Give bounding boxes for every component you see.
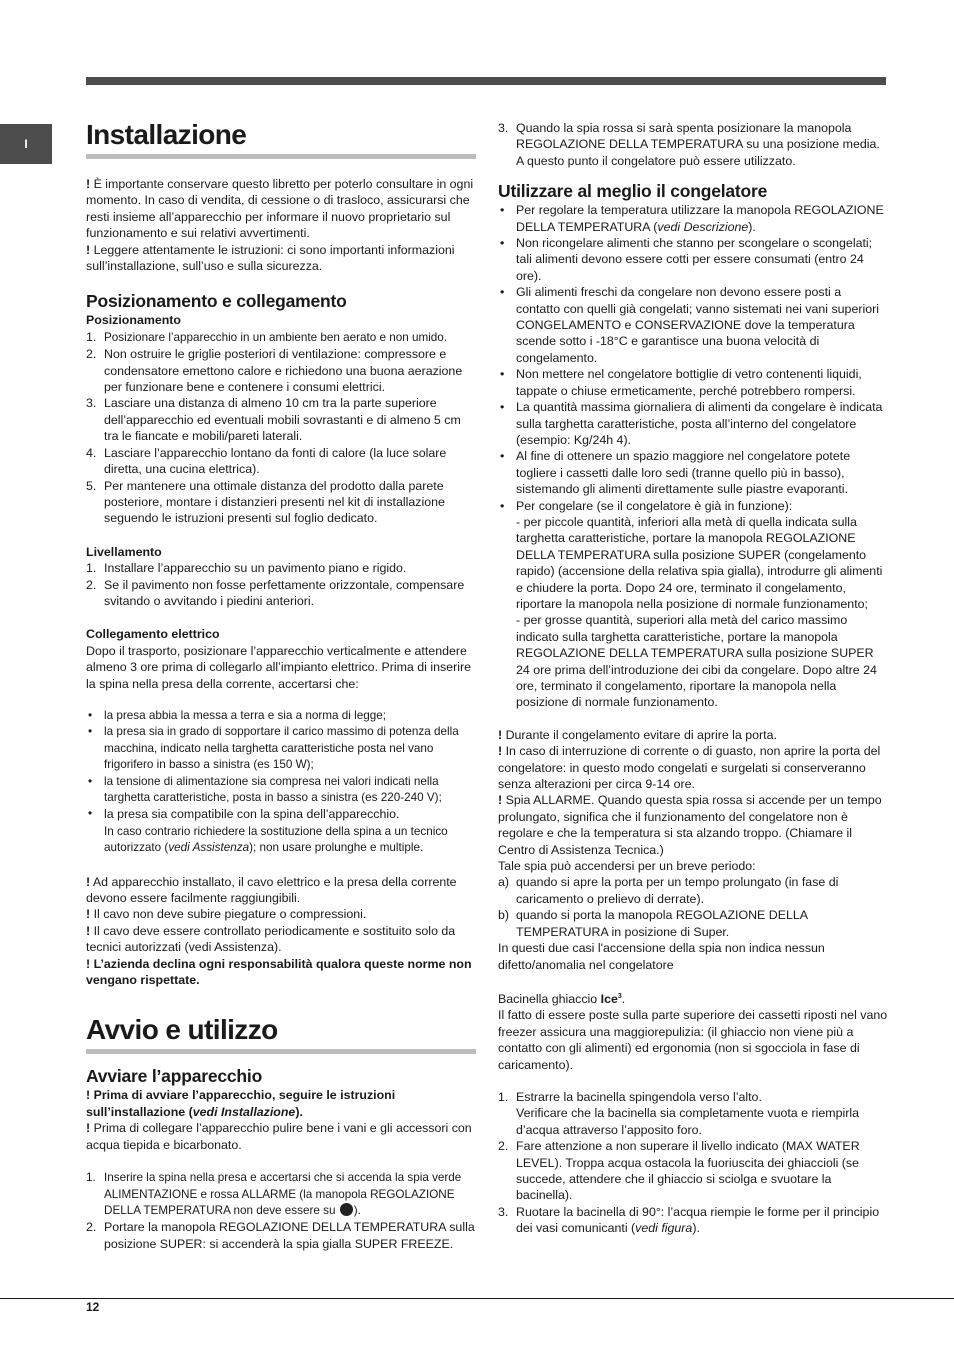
list-item: • Al fine di ottenere un spazio maggiore nel congelatore potete togliere i cassetti dalle loro sedi (tranne quello più in basso), sistemando gli alimenti direttamente sulle piastre evaporanti. bbox=[498, 448, 888, 497]
alarm-note: In questi due casi l'accensione della spia non indica nessun difetto/anomalia nel congelatore bbox=[498, 941, 825, 972]
installazione-title: Installazione bbox=[86, 120, 476, 159]
freezer-warning-2: ! In caso di interruzione di corrente o di guasto, non aprire la porta del congelatore: in questo modo congelati e surgelati si conserveranno senza alterazioni per circa 9-14 ore. bbox=[498, 744, 881, 792]
liability-warning: ! L’azienda declina ogni responsabilità qualora queste norme non vengano rispettate. bbox=[86, 956, 472, 988]
cable-warning-1: ! Ad apparecchio installato, il cavo elettrico e la presa della corrente devono essere facilmente raggiungibili. bbox=[86, 874, 457, 906]
avvio-warning-2: ! Prima di collegare l’apparecchio pulire bene i vani e gli accessori con acqua tiepida e bicarbonato. bbox=[86, 1121, 472, 1152]
posizionamento-title: Posizionamento bbox=[86, 313, 182, 328]
congelatore-bullets bbox=[498, 202, 888, 711]
list-item: • la presa abbia la messa a terra e sia a norma di legge; bbox=[86, 708, 476, 724]
avvio-warning-1: ! Prima di avviare l’apparecchio, seguire le istruzioni sull’installazione (vedi Installazione). bbox=[86, 1088, 396, 1119]
collegamento-title: Collegamento elettrico bbox=[86, 627, 220, 642]
cable-warning-3: ! Il cavo deve essere controllato periodicamente e sostituito solo da tecnici autorizzati (vedi Assistenza). bbox=[86, 923, 456, 955]
avvio-title: Avvio e utilizzo bbox=[86, 1015, 476, 1054]
ice-steps bbox=[498, 1089, 888, 1237]
list-item: 4. Lasciare l’apparecchio lontano da fonti di calore (la luce solare diretta, una cucina elettrica). bbox=[86, 445, 447, 477]
freezer-warning-1: ! Durante il congelamento evitare di aprire la porta. bbox=[498, 727, 777, 742]
list-item: • Non ricongelare alimenti che stanno per scongelare o scongelati; tali alimenti devono essere cotti per essere consumati (entro 24 ore). bbox=[498, 235, 888, 284]
footer-divider bbox=[0, 1298, 954, 1299]
list-item: 3. Lasciare una distanza di almeno 10 cm tra la parte superiore dell’apparecchio ed eventuali mobili sovrastanti e di almeno 5 cm tra le fiancate e mobili/pareti laterali. bbox=[86, 396, 461, 444]
list-item: 3. Ruotare la bacinella di 90°: l’acqua riempie le forme per il principio dei vasi comunicanti (vedi figura). bbox=[498, 1204, 880, 1236]
congelatore-heading: Utilizzare al meglio il congelatore bbox=[498, 181, 768, 202]
alarm-warning: ! Spia ALLARME. Quando questa spia rossa si accende per un tempo prolungato, significa che il funzionamento del congelatore non è regolare e che la temperatura si sta alzando troppo. (Chiamare il Centro di Assistenza Tecnica.) bbox=[498, 793, 882, 857]
list-item: • Per regolare la temperatura utilizzare la manopola REGOLAZIONE DELLA TEMPERATURA (vedi Descrizione). bbox=[498, 202, 888, 235]
collegamento-intro: Dopo il trasporto, posizionare l’apparecchio verticalmente e attendere almeno 3 ore prima di collegarlo all’impianto elettrico. Prima di inserire la spina nella presa della corrente, accertarsi che: bbox=[86, 643, 471, 691]
list-item: 1. Posizionare l’apparecchio in un ambiente ben aerato e non umido. bbox=[86, 329, 448, 344]
list-item: a) quando si apre la porta per un tempo prolungato (in fase di caricamento o prelievo di derrate). bbox=[498, 875, 839, 906]
livellamento-list bbox=[86, 560, 476, 609]
list-item: 1. Inserire la spina nella presa e accertarsi che si accenda la spia verde ALIMENTAZIONE e rossa ALLARME (la manopola REGOLAZIONE DELLA TEMPERATURA non deve essere su ). bbox=[86, 1171, 462, 1217]
avviare-heading: Avviare l’apparecchio bbox=[86, 1066, 263, 1087]
list-item: • la presa sia compatibile con la spina dell’apparecchio. In caso contrario richiedere la sostituzione della spina a un tecnico autorizzato (vedi Assistenza); non usare prolunghe e multiple. bbox=[86, 806, 476, 856]
list-item: • Per congelare (se il congelatore è già in funzione): - per piccole quantità, inferiori alla metà di quella indicata sulla targhetta caratteristiche, portare la manopola REGOLAZIONE DELLA TEMPERATURA sulla posizione SUPER (congelamento rapido) (accensione della relativa spia gialla), introdurre gli alimenti e chiudere la porta. Dopo 24 ore, terminato il congelamento, riportare la manopola nella posizione di normale funzionamento; - per grosse quantità, superiori alla metà del carico massimo indicato sulla targhetta caratteristiche, portare la manopola REGOLAZIONE DELLA TEMPERATURA sulla posizione SUPER 24 ore prima dell’introduzione dei cibi da congelare. Dopo altre 24 ore, terminato il congelamento, riportare la manopola nella posizione di normale funzionamento. bbox=[498, 498, 888, 711]
right-column bbox=[498, 120, 888, 1237]
ice-intro: Bacinella ghiaccio Ice$^3$. bbox=[498, 991, 626, 1006]
list-item: • la presa sia in grado di sopportare il carico massimo di potenza della macchina, indicato nella targhetta caratteristiche posta nel vano frigorifero in basso a sinistra (es 150 W); bbox=[86, 724, 476, 773]
list-item: • La quantità massima giornaliera di alimenti da congelare è indicata sulla targhetta caratteristiche, posta all’interno del congelatore (esempio: Kg/24h 4). bbox=[498, 399, 888, 448]
list-item: b) quando si porta la manopola REGOLAZIONE DELLA TEMPERATURA in posizione di Super. bbox=[498, 908, 808, 939]
left-column bbox=[86, 120, 476, 1252]
list-item: 2. Portare la manopola REGOLAZIONE DELLA TEMPERATURA sulla posizione SUPER: si accenderà la spia gialla SUPER FREEZE. bbox=[86, 1220, 475, 1251]
list-item: 3. Quando la spia rossa si sarà spenta posizionare la manopola REGOLAZIONE DELLA TEMPERATURA su una posizione media. A questo punto il congelatore può essere utilizzato. bbox=[498, 121, 880, 168]
language-tab: I bbox=[0, 124, 52, 164]
list-item: 2. Non ostruire le griglie posteriori di ventilazione: compressore e condensatore emettono calore e richiedono una buona aerazione per funzionare bene e contenere i consumi elettrici. bbox=[86, 347, 463, 395]
alarm-intro: Tale spia può accendersi per un breve periodo: bbox=[498, 859, 756, 874]
knob-off-icon bbox=[340, 1203, 353, 1216]
list-item: 5. Per mantenere una ottimale distanza del prodotto dalla parete posteriore, montare i distanzieri presenti nel kit di installazione seguendo le istruzioni presenti sul foglio dedicato. bbox=[86, 478, 445, 526]
top-bar bbox=[86, 77, 886, 85]
list-item: • la tensione di alimentazione sia compresa nei valori indicati nella targhetta caratteristiche, posta in basso a sinistra (es 220-240 V); bbox=[86, 774, 476, 807]
posizionamento-list bbox=[86, 329, 476, 527]
avvio-steps-continued bbox=[498, 120, 888, 169]
cable-warning-2: ! Il cavo non deve subire piegature o compressioni. bbox=[86, 907, 367, 922]
posizionamento-collegamento-heading: Posizionamento e collegamento bbox=[86, 291, 347, 312]
list-item: 1. Installare l’apparecchio su un pavimento piano e rigido. bbox=[86, 561, 407, 576]
list-item: • Non mettere nel congelatore bottiglie di vetro contenenti liquidi, tappate o chiuse ermeticamente, perché potrebbero rompersi. bbox=[498, 366, 888, 399]
avvio-steps bbox=[86, 1170, 476, 1252]
list-item: 1. Estrarre la bacinella spingendola verso l’alto. Verificare che la bacinella sia completamente vuota e riempirla d’acqua attraverso l’apposito foro. bbox=[498, 1089, 859, 1137]
list-item: • Gli alimenti freschi da congelare non devono essere posti a contatto con quelli già congelati; vanno sistemati nei vani superiori CONGELAMENTO e CONSERVAZIONE dove la temperatura scende sotto i -18°C e garantisce una buona velocità di congelamento. bbox=[498, 284, 888, 366]
collegamento-bullets bbox=[86, 708, 476, 857]
list-item: 2. Se il pavimento non fosse perfettamente orizzontale, compensare svitando o avvitando i piedini anteriori. bbox=[86, 577, 465, 608]
intro-warning-2: ! Leggere attentamente le istruzioni: ci sono importanti informazioni sull’installazione, sull’uso e sulla sicurezza. bbox=[86, 242, 455, 274]
livellamento-title: Livellamento bbox=[86, 544, 162, 559]
page-number: 12 bbox=[86, 1300, 100, 1314]
list-item: 2. Fare attenzione a non superare il livello indicato (MAX WATER LEVEL). Troppa acqua ostacola la fuoriuscita dei ghiaccioli (se succede, attendere che il ghiaccio si sciolga e svuotare la bacinella). bbox=[498, 1139, 860, 1203]
alarm-cases bbox=[498, 874, 888, 940]
ice-paragraph: Il fatto di essere poste sulla parte superiore dei cassetti riposti nel vano freezer assicura una maggiorepulizia: (il ghiaccio non viene più a contatto con gli alimenti) ed ergonomia (non si sgocciola in fase di caricamento). bbox=[498, 1008, 888, 1072]
intro-warning-1: ! È importante conservare questo libretto per poterlo consultare in ogni momento. In caso di vendita, di cessione o di trasloco, assicurarsi che resti insieme all’apparecchio per informare il nuovo proprietario sul funzionamento e sui relativi avvertimenti. bbox=[86, 177, 474, 241]
